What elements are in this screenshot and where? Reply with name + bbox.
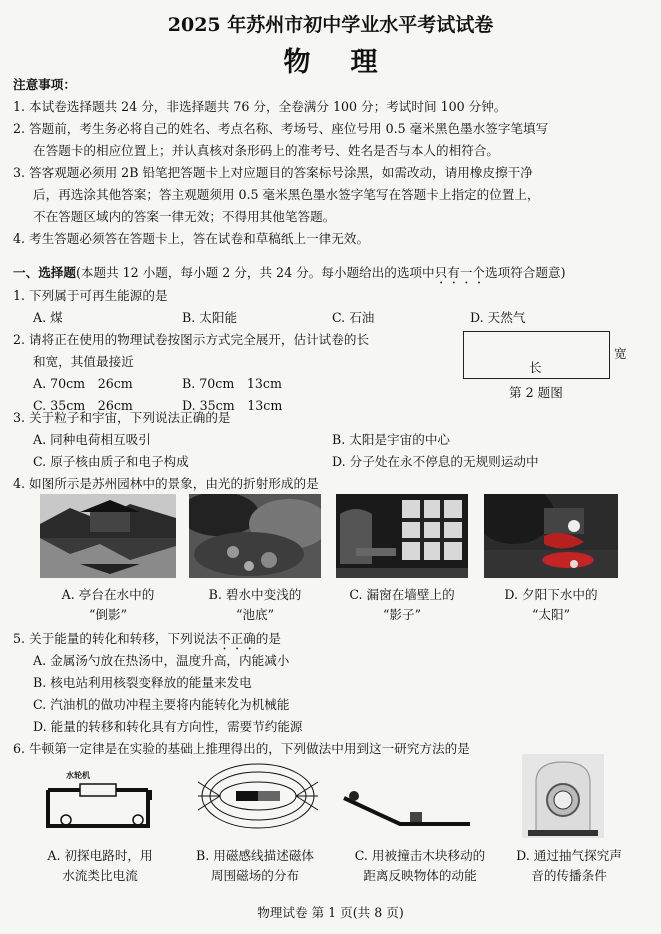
q4-stem: 4. 如图所示是苏州园林中的景象，由光的折射形成的是 <box>13 476 319 491</box>
q4-option-a-line1: A. 亭台在水中的 <box>61 587 155 602</box>
subject-title: 物理 <box>283 47 418 78</box>
notes-heading: 注意事项： <box>13 77 76 92</box>
ramp-block-figure <box>340 790 474 836</box>
q2-stem-cont: 和宽，其值最接近 <box>33 354 134 369</box>
q6-option-c-line2: 距离反映物体的动能 <box>363 868 477 883</box>
exam-title: 2025 年苏州市初中学业水平考试试卷 <box>167 14 494 36</box>
note-line: 2. 答题前，考生务必将自己的姓名、考点名称、考场号、座位号用 0.5 毫米黑色墨水签字笔填写 <box>13 121 549 136</box>
note-line: 3. 答客观题必须用 2B 铅笔把答题卡上对应题目的答案标号涂黑，如需改动，请用橡皮擦干净 <box>13 165 533 180</box>
sunset-water-photo <box>484 494 618 578</box>
note-line: 4. 考生答题必须答在答题卡上，答在试卷和草稿纸上一律无效。 <box>13 231 370 246</box>
q2-option-c: C. 35cm 26cm <box>33 398 133 413</box>
section-title: 一、选择题 <box>13 265 76 280</box>
lattice-window-photo <box>336 494 468 578</box>
section-heading <box>13 262 565 287</box>
q5-stem-c: 的是 <box>255 631 281 646</box>
q6-option-c-line1: C. 用被撞击木块移动的 <box>354 848 486 863</box>
section-desc-end: 选项符合题意) <box>485 265 566 280</box>
figure-label-long: 长 <box>529 360 542 375</box>
section-desc: (本题共 12 小题，每小题 2 分，共 24 分。每小题给出的选项中 <box>75 265 435 280</box>
q4-option-c <box>336 585 468 625</box>
q6-option-b-line1: B. 用磁感线描述磁体 <box>195 848 314 863</box>
q6-option-a-line2: 水流类比电流 <box>62 868 138 883</box>
q6-option-d-line1: D. 通过抽气探究声 <box>516 848 622 863</box>
q2-option-d: D. 35cm 13cm <box>182 398 283 413</box>
q6-option-d-line2: 音的传播条件 <box>531 868 607 883</box>
note-line: 后，再选涂其他答案；答主观题须用 0.5 毫米黑色墨水签字笔写在答题卡上指定的位置上， <box>33 187 540 202</box>
note-line: 不在答题区域内的答案一律无效；不得用其他笔答题。 <box>33 209 336 224</box>
q4-option-d-line2: “太阳” <box>531 607 571 622</box>
q5-option-c: C. 汽油机的做功冲程主要将内能转化为机械能 <box>33 697 290 712</box>
q5-option-b: B. 核电站利用核裂变释放的能量来发电 <box>33 675 252 690</box>
q4-option-a <box>40 585 176 625</box>
water-circuit-figure <box>40 770 160 836</box>
q4-option-c-line2: “影子” <box>382 607 422 622</box>
q4-option-c-line1: C. 漏窗在墙壁上的 <box>349 587 455 602</box>
note-line: 1. 本试卷选择题共 24 分，非选择题共 76 分，全卷满分 100 分；考试时间 100 分钟。 <box>13 99 507 114</box>
bell-jar-photo <box>522 754 604 838</box>
q3-stem: 3. 关于粒子和宇宙，下列说法正确的是 <box>13 410 231 425</box>
q4-option-a-line2: “倒影” <box>88 607 128 622</box>
q3-option-b: B. 太阳是宇宙的中心 <box>332 432 451 447</box>
water-turbine-label: 水轮机 <box>66 770 90 780</box>
q1-stem: 1. 下列属于可再生能源的是 <box>13 288 168 303</box>
q6-option-b <box>180 846 330 886</box>
q4-option-b-line2: “池底” <box>235 607 275 622</box>
q4-option-b-line1: B. 碧水中变浅的 <box>208 587 302 602</box>
magnetic-field-figure <box>196 762 320 836</box>
q3-option-d: D. 分子处在永不停息的无规则运动中 <box>332 454 539 469</box>
q6-stem: 6. 牛顿第一定律是在实验的基础上推理得出的，下列做法中用到这一研究方法的是 <box>13 741 470 756</box>
q6-option-b-line2: 周围磁场的分布 <box>210 868 300 883</box>
figure-label-wide: 宽 <box>614 346 627 361</box>
q4-option-b <box>189 585 321 625</box>
q3-option-a: A. 同种电荷相互吸引 <box>33 432 151 447</box>
q2-stem: 2. 请将正在使用的物理试卷按图示方式完全展开，估计试卷的长 <box>13 332 370 347</box>
figure-caption: 第 2 题图 <box>509 385 563 400</box>
page-footer: 物理试卷 第 1 页(共 8 页) <box>257 905 404 920</box>
pavilion-reflection-photo <box>40 494 176 578</box>
q1-option-c: C. 石油 <box>332 310 375 325</box>
q5-stem-a: 5. 关于能量的转化和转移，下列说法 <box>13 631 218 646</box>
q2-option-b: B. 70cm 13cm <box>182 376 282 391</box>
section-emphasis: 只有一个 <box>434 265 485 280</box>
q6-option-c <box>340 846 500 886</box>
note-line: 在答题卡的相应位置上；并认真核对条形码上的准考号、姓名是否与本人的相符合。 <box>33 143 499 158</box>
q6-option-a-line1: A. 初探电路时，用 <box>47 848 153 863</box>
q6-option-d <box>505 846 633 886</box>
q5-option-a: A. 金属汤勺放在热汤中，温度升高，内能减小 <box>33 653 290 668</box>
q5-option-d: D. 能量的转移和转化具有方向性，需要节约能源 <box>33 719 303 734</box>
q3-option-c: C. 原子核由质子和电子构成 <box>33 454 189 469</box>
q2-option-a: A. 70cm 26cm <box>33 376 133 391</box>
q1-option-a: A. 煤 <box>33 310 63 325</box>
q1-option-b: B. 太阳能 <box>182 310 238 325</box>
pond-bottom-photo <box>189 494 321 578</box>
q1-option-d: D. 天然气 <box>470 310 526 325</box>
q5-stem-emphasis: 不正确 <box>217 631 256 646</box>
q4-option-d-line1: D. 夕阳下水中的 <box>504 587 598 602</box>
q6-option-a <box>30 846 170 886</box>
q4-option-d <box>484 585 618 625</box>
